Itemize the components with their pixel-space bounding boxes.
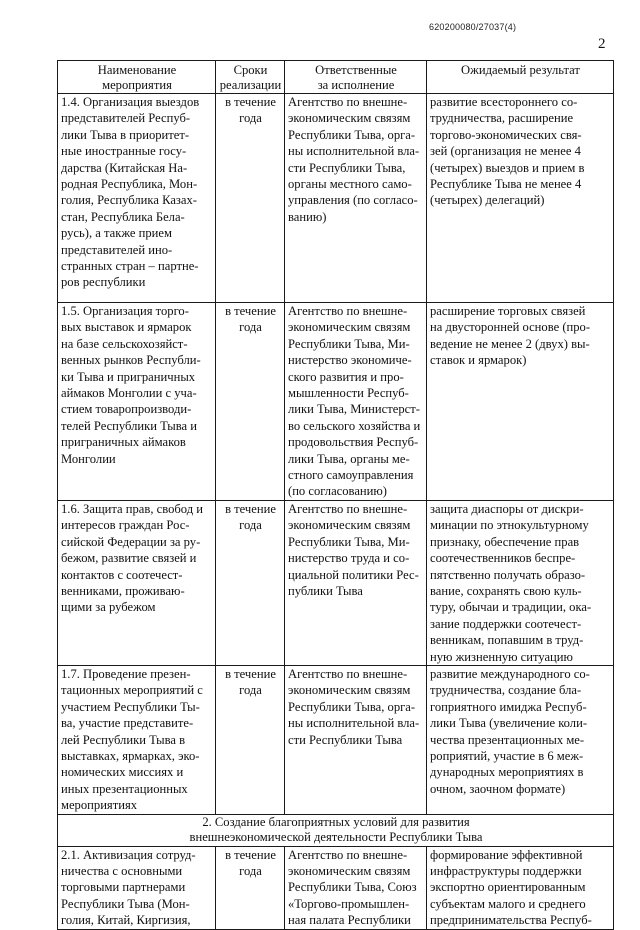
row-name-cell: 1.5. Организация торго- вых выставок и ярмарок на базе сельскохозяйст- венных рынков Республи- ки Тыва и приграничных аймаков Монголии с уча- стием товаропроизводи- телей Республики Тыва и приграничных аймаков Монголии	[58, 303, 216, 501]
page-number: 2	[598, 36, 606, 52]
row-term-cell: в течение года	[216, 665, 285, 814]
row-name-cell: 1.7. Проведение презен- тационных мероприятий с участием Республики Ты- ва, участие представите- лей Республики Тыва в выставках, ярмарках, эко- номических миссиях и иных презентационных мероприятиях	[58, 665, 216, 814]
row-term-cell: в течение года	[216, 846, 285, 929]
row-responsible-cell: Агентство по внешне- экономическим связям Республики Тыва, Ми- нистерство труда и со- циальной политики Рес- публики Тыва	[285, 500, 427, 665]
column-header-result: Ожидаемый результат	[427, 61, 614, 94]
column-header-responsible: Ответственные за исполнение	[285, 61, 427, 94]
row-result-cell: расширение торговых связей на двусторонней основе (про- ведение не менее 2 (двух) вы- ставок и ярмарок)	[427, 303, 614, 501]
row-responsible-cell: Агентство по внешне- экономическим связям Республики Тыва, Союз «Торгово-промышлен- ная палата Республики	[285, 846, 427, 929]
column-header-term: Сроки реализации	[216, 61, 285, 94]
row-term-cell: в течение года	[216, 500, 285, 665]
table-row	[58, 500, 614, 665]
row-responsible-cell: Агентство по внешне- экономическим связям Республики Тыва, орга- ны исполнительной вла- сти Республики Тыва	[285, 665, 427, 814]
row-responsible-cell: Агентство по внешне- экономическим связям Республики Тыва, орга- ны исполнительной вла- сти Республики Тыва, органы местного само- управления (по согласо- ванию)	[285, 94, 427, 303]
row-responsible-cell: Агентство по внешне- экономическим связям Республики Тыва, Ми- нистерство экономиче- ского развития и про- мышленности Респуб- лики Тыва, Министерст- во сельского хозяйства и продовольствия Респуб- лики Тыва, органы ме- стного самоуправления (по согласованию)	[285, 303, 427, 501]
section-2-title: 2. Создание благоприятных условий для развития внешнеэкономической деятельности Республики Тыва	[58, 814, 614, 846]
row-term-cell: в течение года	[216, 303, 285, 501]
row-result-cell: развитие международного со- трудничества, создание бла- гоприятного имиджа Респуб- лики Тыва (увеличение коли- чества презентационных ме- роприятий, участие в 6 меж- дународных мероприятиях в очном, заочном формате)	[427, 665, 614, 814]
row-name-cell: 1.6. Защита прав, свобод и интересов граждан Рос- сийской Федерации за ру- бежом, развитие связей и контактов с соотечест- венниками, проживаю- щими за рубежом	[58, 500, 216, 665]
row-name-cell: 2.1. Активизация сотруд- ничества с основными торговыми партнерами Республики Тыва (Мон- голия, Китай, Киргизия,	[58, 846, 216, 929]
table-row	[58, 665, 614, 814]
row-result-cell: развитие всестороннего со- трудничества, расширение торгово-экономических свя- зей (организация не менее 4 (четырех) выездов и прием в Республике Тыва не менее 4 (четырех) делегаций)	[427, 94, 614, 303]
row-name-cell: 1.4. Организация выездов представителей Респуб- лики Тыва в приоритет- ные иностранные госу- дарства (Китайская На- родная Республика, Мон- голия, Республика Казах- стан, Республика Бела- русь), а также прием представителей ино- странных стран – партне- ров республики	[58, 94, 216, 303]
table-row	[58, 846, 614, 929]
section-header-row	[58, 814, 614, 846]
table-header-row	[58, 61, 614, 94]
row-result-cell: защита диаспоры от дискри- минации по этнокультурному признаку, обеспечение прав соотечественников беспре- пятственно получать образо- вание, сохранять свою куль- туру, обычаи и традиции, ока- зание поддержки соотечест- венникам, попавшим в труд- ную жизненную ситуацию	[427, 500, 614, 665]
action-plan-table	[57, 60, 614, 930]
row-result-cell: формирование эффективной инфраструктуры поддержки экспортно ориентированным субъектам малого и среднего предпринимательства Респуб-	[427, 846, 614, 929]
row-term-cell: в течение года	[216, 94, 285, 303]
table-row	[58, 303, 614, 501]
document-code: 620200080/27037(4)	[429, 22, 517, 32]
table-row	[58, 94, 614, 303]
column-header-name: Наименование мероприятия	[58, 61, 216, 94]
